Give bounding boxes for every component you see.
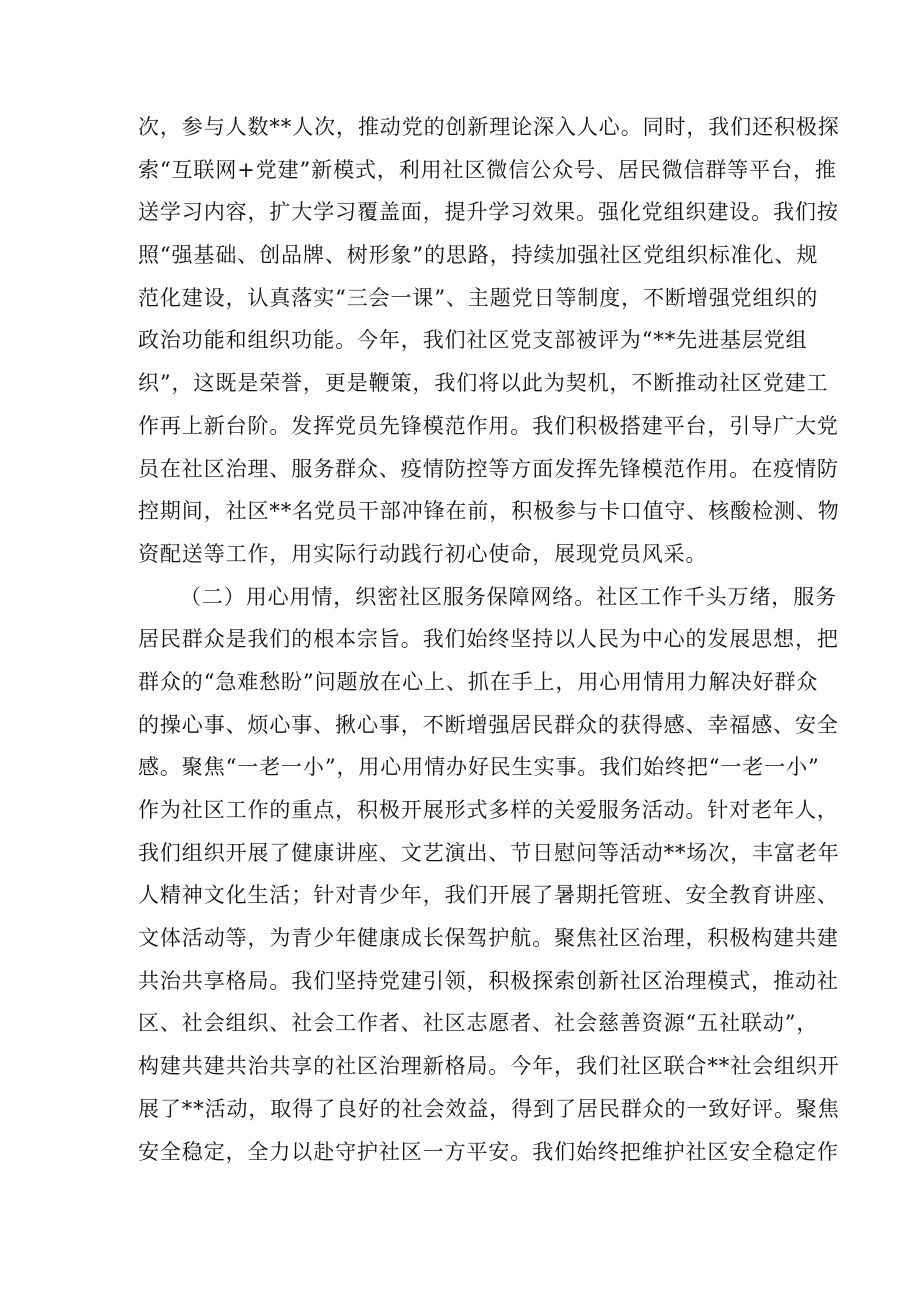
text-line: 范化建设，认真落实“三会一课”、主题党日等制度，不断增强党组织的	[138, 285, 819, 310]
text-line: 构建共建共治共享的社区治理新格局。今年，我们社区联合**社会组织开	[138, 1054, 840, 1079]
text-line: 感。聚焦“一老一小”，用心用情办好民生实事。我们始终把“一老一小”	[138, 755, 820, 780]
body-text	[138, 106, 840, 1173]
text-line: 织”，这既是荣誉，更是鞭策，我们将以此为契机，不断推动社区党建工	[138, 371, 829, 396]
text-line: 控期间，社区**名党员干部冲锋在前，积极参与卡口值守、核酸检测、物	[138, 499, 840, 524]
text-line: 作再上新台阶。发挥党员先锋模范作用。我们积极搭建平台，引导广大党	[138, 413, 839, 438]
text-line: 安全稳定，全力以赴守护社区一方平安。我们始终把维护社区安全稳定作	[138, 1139, 839, 1164]
text-line: 政治功能和组织功能。今年，我们社区党支部被评为“**先进基层党组	[138, 328, 808, 353]
text-line: 群众的“急难愁盼”问题放在心上、抓在手上，用心用情用力解决好群众	[138, 669, 819, 694]
text-line: 员在社区治理、服务群众、疫情防控等方面发挥先锋模范作用。在疫情防	[138, 456, 839, 481]
text-line: 文体活动等，为青少年健康成长保驾护航。聚焦社区治理，积极构建共建	[138, 926, 839, 951]
text-line: 共治共享格局。我们坚持党建引领，积极探索创新社区治理模式，推动社	[138, 968, 839, 993]
text-line: 居民群众是我们的根本宗旨。我们始终坚持以人民为中心的发展思想，把	[138, 627, 839, 652]
text-line: 人精神文化生活；针对青少年，我们开展了暑期托管班、安全教育讲座、	[138, 883, 839, 908]
section-heading-line: （二）用心用情，织密社区服务保障网络。社区工作千头万绪，服务	[180, 584, 837, 609]
text-line: 索“互联网+党建”新模式，利用社区微信公众号、居民微信群等平台，推	[138, 157, 837, 182]
text-line: 作为社区工作的重点，积极开展形式多样的关爱服务活动。针对老年人，	[138, 798, 839, 822]
text-line: 区、社会组织、社会工作者、社区志愿者、社会慈善资源“五社联动”，	[138, 1011, 819, 1036]
text-line: 照“强基础、创品牌、树形象”的思路，持续加强社区党组织标准化、规	[138, 243, 819, 268]
text-line: 次，参与人数**人次，推动党的创新理论深入人心。同时，我们还积极探	[138, 115, 840, 139]
paragraph-last-line: 资配送等工作，用实际行动践行初心使命，展现党员风采。	[138, 541, 708, 566]
text-line: 我们组织开展了健康讲座、文艺演出、节日慰问等活动**场次，丰富老年	[138, 840, 840, 865]
text-line: 展了**活动，取得了良好的社会效益，得到了居民群众的一致好评。聚焦	[138, 1096, 840, 1121]
text-line: 的操心事、烦心事、揪心事，不断增强居民群众的获得感、幸福感、安全	[138, 712, 839, 737]
text-line: 送学习内容，扩大学习覆盖面，提升学习效果。强化党组织建设。我们按	[138, 200, 839, 225]
